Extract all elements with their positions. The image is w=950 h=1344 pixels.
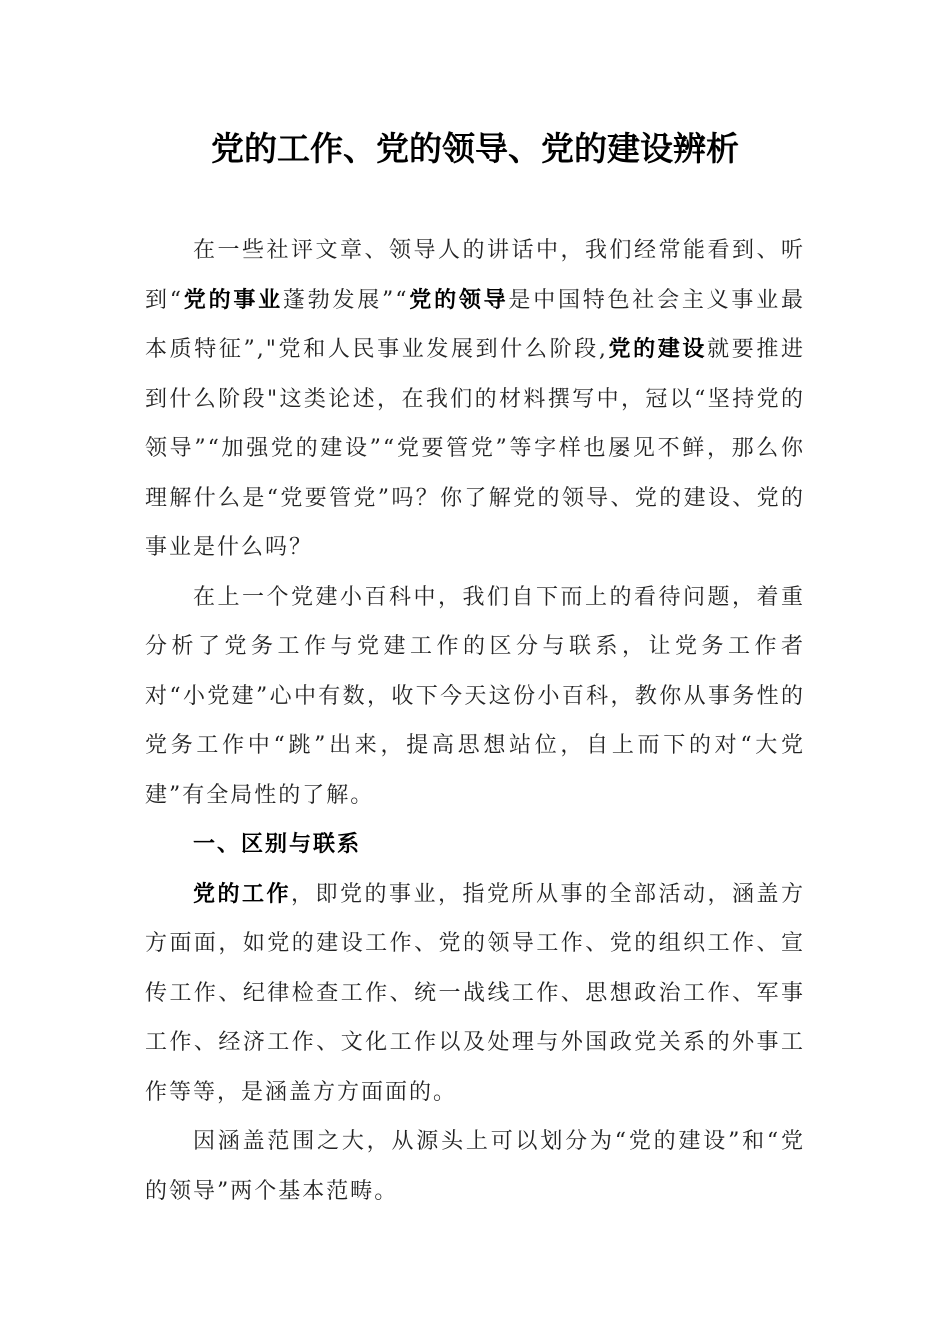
document-title: 党的工作、党的领导、党的建设辨析: [211, 129, 739, 168]
paragraph-two-categories: 因涵盖范围之大，从源头上可以划分为“党的建设”和“党的领导”两个基本范畴。: [145, 1129, 805, 1204]
section-heading-difference-and-connection: 一、区别与联系: [193, 832, 362, 857]
intro-text-2: 蓬勃发展”“: [282, 287, 409, 313]
intro-text-3: 是中国特色社会主义事业最本质特征”,"党和人民事业发展到什么阶段,: [145, 287, 805, 362]
document-body: [145, 226, 805, 1216]
intro-bold-party-cause: 党的事业: [183, 286, 283, 313]
party-work-bold-term: 党的工作: [193, 880, 291, 907]
paragraph-previous-encyclopedia: 在上一个党建小百科中，我们自下而上的看待问题，着重分析了党务工作与党建工作的区分与联系，让党务工作者对“小党建”心中有数，收下今天这份小百科，教你从事务性的党务工作中“跳”出来，提高思想站位，自上而下的对“大党建”有全局性的了解。: [145, 584, 805, 808]
intro-bold-party-leadership: 党的领导: [408, 286, 509, 313]
paragraph-party-work: [145, 870, 805, 1118]
intro-text-4: 就要推进到什么阶段"这类论述，在我们的材料撰写中，冠以“坚持党的领导”“加强党的建设”“党要管党”等字样也屡见不鲜，那么你理解什么是“党要管党”吗？你了解党的领导、党的建设、党的事业是什么吗？: [145, 337, 805, 560]
intro-text-1: 在一些社评文章、领导人的讲话中，我们经常能看到、听到“: [145, 238, 805, 313]
paragraph-intro: [145, 226, 805, 573]
party-work-text: ，即党的事业，指党所从事的全部活动，涵盖方方面面，如党的建设工作、党的领导工作、党的组织工作、宣传工作、纪律检查工作、统一战线工作、思想政治工作、军事工作、经济工作、文化工作以及处理与外国政党关系的外事工作等等，是涵盖方方面面的。: [145, 881, 805, 1105]
intro-bold-party-building: 党的建设: [607, 336, 708, 362]
